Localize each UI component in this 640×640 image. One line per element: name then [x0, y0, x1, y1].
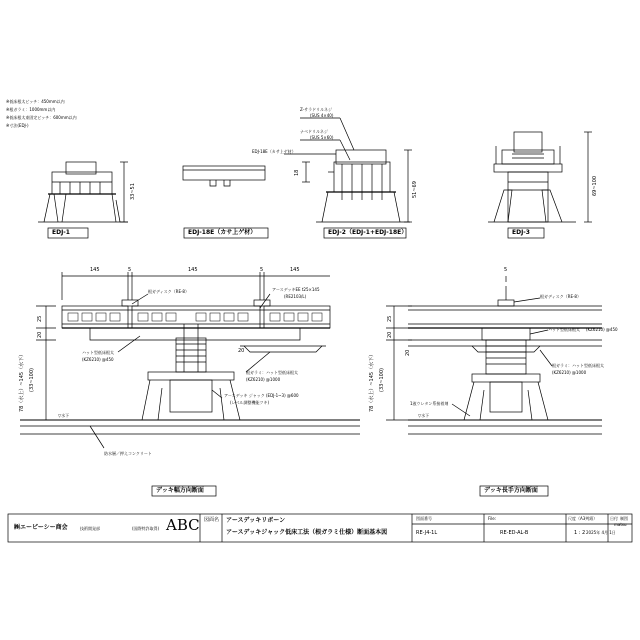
tb-date: 2025年 4月 1日 [586, 530, 616, 535]
right-callout-hat: ハット型低床根太 [548, 327, 580, 332]
left-dim-145-a: 145 [90, 267, 100, 273]
right-height-dim-inner: (33~100) [379, 368, 385, 392]
edj2-callout-screw2: ナベドリルネジ [300, 129, 328, 134]
right-callout-neg-code: (KZ6210) @1000 [552, 370, 587, 375]
tb-scale: 1 : 2 [574, 530, 586, 536]
right-water-mark: ▽水下 [418, 413, 430, 418]
right-dim-25: 25 [387, 315, 393, 322]
edj2-label: EDJ-2（EDJ-1+EDJ-18E） [328, 229, 408, 236]
left-dim-5-b: 5 [260, 267, 264, 273]
tb-no-label: 図面番号 [416, 516, 432, 521]
right-section-title: デッキ長手方向断面 [484, 487, 538, 494]
right-callout-disc: 根ガディスク（RE-8） [540, 294, 581, 299]
right-section-drawing [386, 276, 602, 434]
left-height-dim-inner: (33~100) [29, 368, 35, 392]
tb-dept: 技術開発部 [80, 526, 100, 531]
left-dim-145-b: 145 [188, 267, 198, 273]
edj18e-drawing [183, 166, 265, 186]
edj1-dim: 33~51 [130, 183, 136, 200]
left-callout-neg: 根ガラミ：ハット型低床根太 [246, 370, 298, 375]
right-callout-hat-code: (KZ6210) @450 [586, 327, 618, 332]
tb-file-label: File: [488, 516, 497, 521]
tb-name-label: 図面名 [204, 517, 220, 523]
right-dim-5: 5 [504, 267, 508, 273]
title-block-lines [8, 514, 632, 542]
tb-name-2: アースデッキジャック低床工法（根ガラミ仕様）断面基本図 [226, 529, 388, 536]
right-dim-20b: 20 [405, 349, 411, 356]
edj1-drawing [38, 162, 128, 222]
edj2-callout-screw1-spec: (SUS 4×40) [310, 113, 334, 118]
left-dim-20b: 20 [238, 348, 245, 354]
left-callout-disc: 根ガディスク（RE-8） [148, 289, 189, 294]
edj3-drawing [488, 132, 592, 222]
edj2-callout-screw1: Z-サラドリルネジ [300, 107, 332, 112]
right-callout-urethane: 1液ウレタン系接着剤 [410, 401, 449, 406]
note-fix-pitch: ※低床根太束固定ピッチ：600mm以内 [6, 115, 77, 120]
left-section-title: デッキ幅方向断面 [156, 487, 204, 494]
left-dim-20: 20 [37, 331, 43, 338]
left-section-drawing [20, 272, 360, 448]
edj2-callout-riser: EDJ-18E（カサ上ゲ材） [252, 149, 296, 154]
left-callout-hat-code: (KZ6210) @450 [82, 357, 114, 362]
left-dim-25: 25 [37, 315, 43, 322]
left-callout-deck-code: (RE2103/L) [284, 294, 307, 299]
left-height-dim: 78（水上）~145（水下） [19, 351, 25, 412]
left-callout-neg-code: (KZ6210) @1000 [246, 377, 281, 382]
edj1-label: EDJ-1 [52, 229, 70, 236]
note-joist-pitch: ※低床根太ピッチ：450mm以内 [6, 99, 65, 104]
left-water-mark: ▽水下 [58, 413, 70, 418]
tb-scale-label: 尺度（A3判紙） [568, 516, 598, 521]
left-callout-jack-note: (レベル調整機能ツキ) [230, 400, 270, 405]
note-negarami: ※根ガラミ：1000mm以内 [6, 107, 56, 112]
tb-file: RE-ED-AL-B [500, 530, 529, 536]
edj2-dim-total: 51~69 [412, 181, 418, 198]
edj3-dim: 69~100 [592, 175, 598, 196]
left-callout-base: 防水層／押えコンクリート [104, 451, 152, 456]
tb-date-label: 日付 [610, 516, 618, 521]
edj3-label: EDJ-3 [512, 229, 530, 236]
tb-author: matsu [614, 522, 627, 527]
right-dim-20: 20 [387, 331, 393, 338]
tb-name-1: アースデッキリボーン [226, 517, 286, 524]
tb-author-label: 制図 [620, 516, 628, 521]
right-callout-neg: 根ガラミ：ハット型低床根太 [552, 363, 604, 368]
left-dim-5-a: 5 [128, 267, 132, 273]
left-dim-145-c: 145 [290, 267, 300, 273]
tb-no: RE-J4-1L [416, 530, 438, 536]
left-callout-deck: アースデッキEE t25×145 [272, 287, 320, 292]
left-callout-jack: アースデッキ ジャック (EDJ-1~3) @600 [224, 393, 299, 398]
note-unit: ※寸法(EDJ-) [6, 123, 29, 128]
edj2-dim-small: 18 [294, 169, 300, 176]
edj18e-label: EDJ-18E（カサ上ゲ材） [188, 229, 257, 236]
company-logo: ABC [166, 516, 200, 534]
right-height-dim: 78（水上）~145（水下） [369, 351, 375, 412]
edj2-callout-screw2-spec: (SUS 5×60) [310, 135, 334, 140]
tb-company: ㈱エーピーシー商会 [14, 524, 68, 531]
left-callout-hat: ハット型低床根太 [82, 350, 114, 355]
tb-logo-caption: (国際特許取得) [132, 526, 160, 531]
